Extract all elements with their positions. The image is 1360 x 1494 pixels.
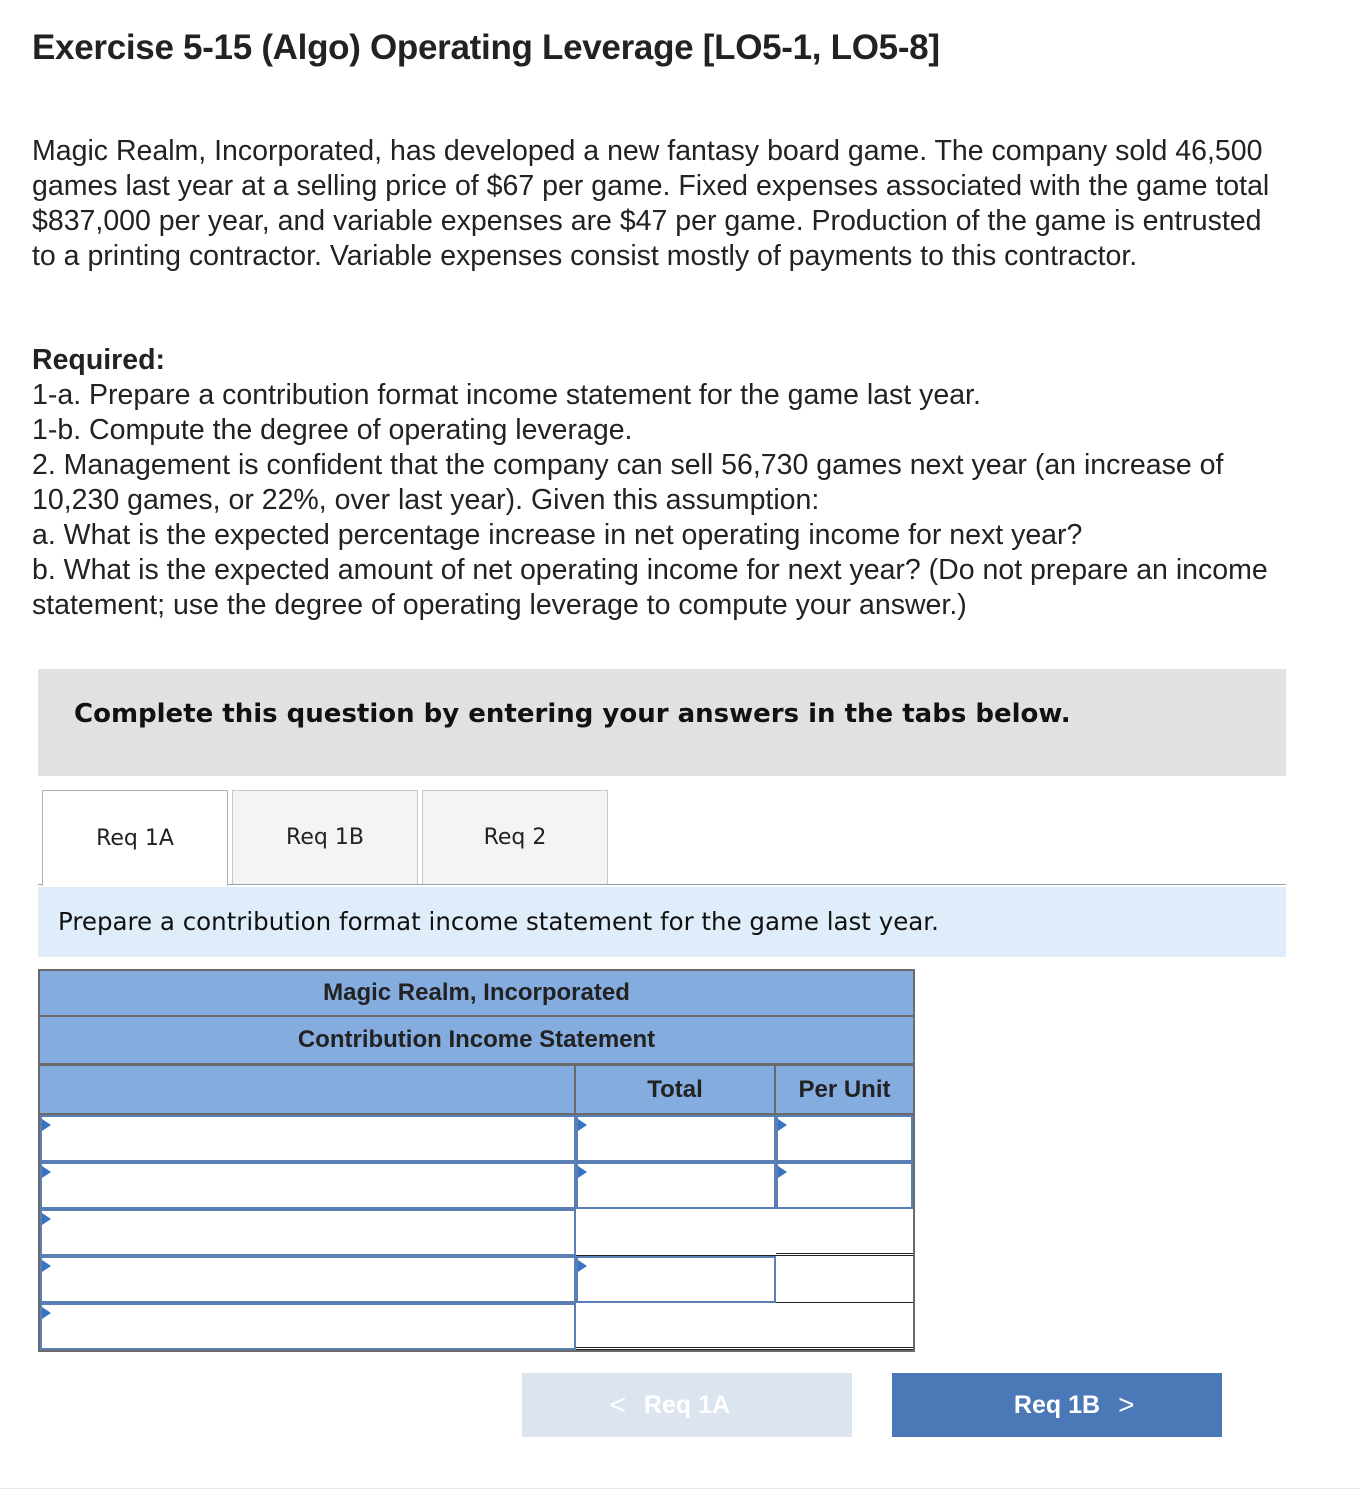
required-heading: Required:: [32, 344, 166, 376]
required-section: [32, 343, 1282, 623]
tab-req-1b[interactable]: Req 1B: [232, 790, 418, 884]
statement-column-headers: [38, 1065, 915, 1115]
next-req-button[interactable]: [892, 1373, 1222, 1437]
next-req-label: Req 1B: [1013, 1390, 1101, 1419]
table-row: [40, 1162, 913, 1209]
per-unit-column-header: Per Unit: [798, 1075, 891, 1103]
prev-req-button[interactable]: [522, 1373, 852, 1437]
page-title: Exercise 5-15 (Algo) Operating Leverage [LO5-1, LO5-8]: [32, 28, 940, 67]
required-item: 2. Management is confident that the company can sell 56,730 games next year (an increase of 10,230 games, or 22%, over last year). Given this assumption:: [32, 449, 1224, 516]
required-item: 1-a. Prepare a contribution format income statement for the game last year.: [32, 379, 981, 411]
required-item: b. What is the expected amount of net operating income for next year? (Do not prepare an income statement; use the degree of operating leverage to compute your answer.): [32, 554, 1268, 621]
total-result-row-5: [576, 1303, 776, 1350]
prev-req-label: Req 1A: [643, 1390, 731, 1419]
problem-description: Magic Realm, Incorporated, has developed a new fantasy board game. The company sold 46,500 games last year at a selling price of $67 per game. Fixed expenses associated with the game total $837,000 per year, and variable expenses are $47 per game. Production of the game is entrusted to a printing contractor. Variable expenses consist mostly of payments to this contractor.: [32, 135, 1270, 272]
instructions-box: [38, 669, 1286, 776]
tab-prompt: [38, 887, 1286, 957]
table-row: [40, 1256, 913, 1303]
per-unit-blank-row-4: [776, 1256, 913, 1303]
statement-body: [38, 1115, 915, 1352]
instructions-text: Complete this question by entering your answers in the tabs below.: [74, 699, 1071, 729]
required-item: a. What is the expected percentage increase in net operating income for next year?: [32, 519, 1083, 551]
total-input-row-4[interactable]: [576, 1256, 776, 1303]
label-dropdown-row-5[interactable]: [40, 1303, 576, 1350]
footer-divider: [0, 1488, 1360, 1489]
label-dropdown-row-3[interactable]: [40, 1209, 576, 1256]
tab-prompt-text: Prepare a contribution format income statement for the game last year.: [58, 907, 939, 936]
table-row: [40, 1303, 913, 1350]
tab-req-1a[interactable]: Req 1A: [42, 790, 228, 886]
per-unit-subtotal-row-3: [776, 1209, 913, 1256]
required-item: 1-b. Compute the degree of operating leverage.: [32, 414, 633, 446]
total-input-row-2[interactable]: [576, 1162, 776, 1209]
per-unit-blank-row-5: [776, 1303, 913, 1350]
label-dropdown-row-4[interactable]: [40, 1256, 576, 1303]
chevron-right-icon: >: [1118, 1389, 1135, 1420]
tab-req-2[interactable]: Req 2: [422, 790, 608, 884]
table-row: [40, 1209, 913, 1256]
label-column-header: [40, 1066, 576, 1113]
total-column-header: Total: [576, 1066, 776, 1113]
per-unit-input-row-2[interactable]: [776, 1162, 913, 1209]
chevron-left-icon: <: [609, 1389, 626, 1420]
total-subtotal-row-3: [576, 1209, 776, 1256]
statement-company-name: Magic Realm, Incorporated: [38, 969, 915, 1017]
per-unit-input-row-1[interactable]: [776, 1115, 913, 1162]
income-statement-table: [38, 969, 915, 1352]
table-row: [40, 1115, 913, 1162]
statement-heading: Contribution Income Statement: [38, 1017, 915, 1065]
total-input-row-1[interactable]: [576, 1115, 776, 1162]
label-dropdown-row-1[interactable]: [40, 1115, 576, 1162]
label-dropdown-row-2[interactable]: [40, 1162, 576, 1209]
